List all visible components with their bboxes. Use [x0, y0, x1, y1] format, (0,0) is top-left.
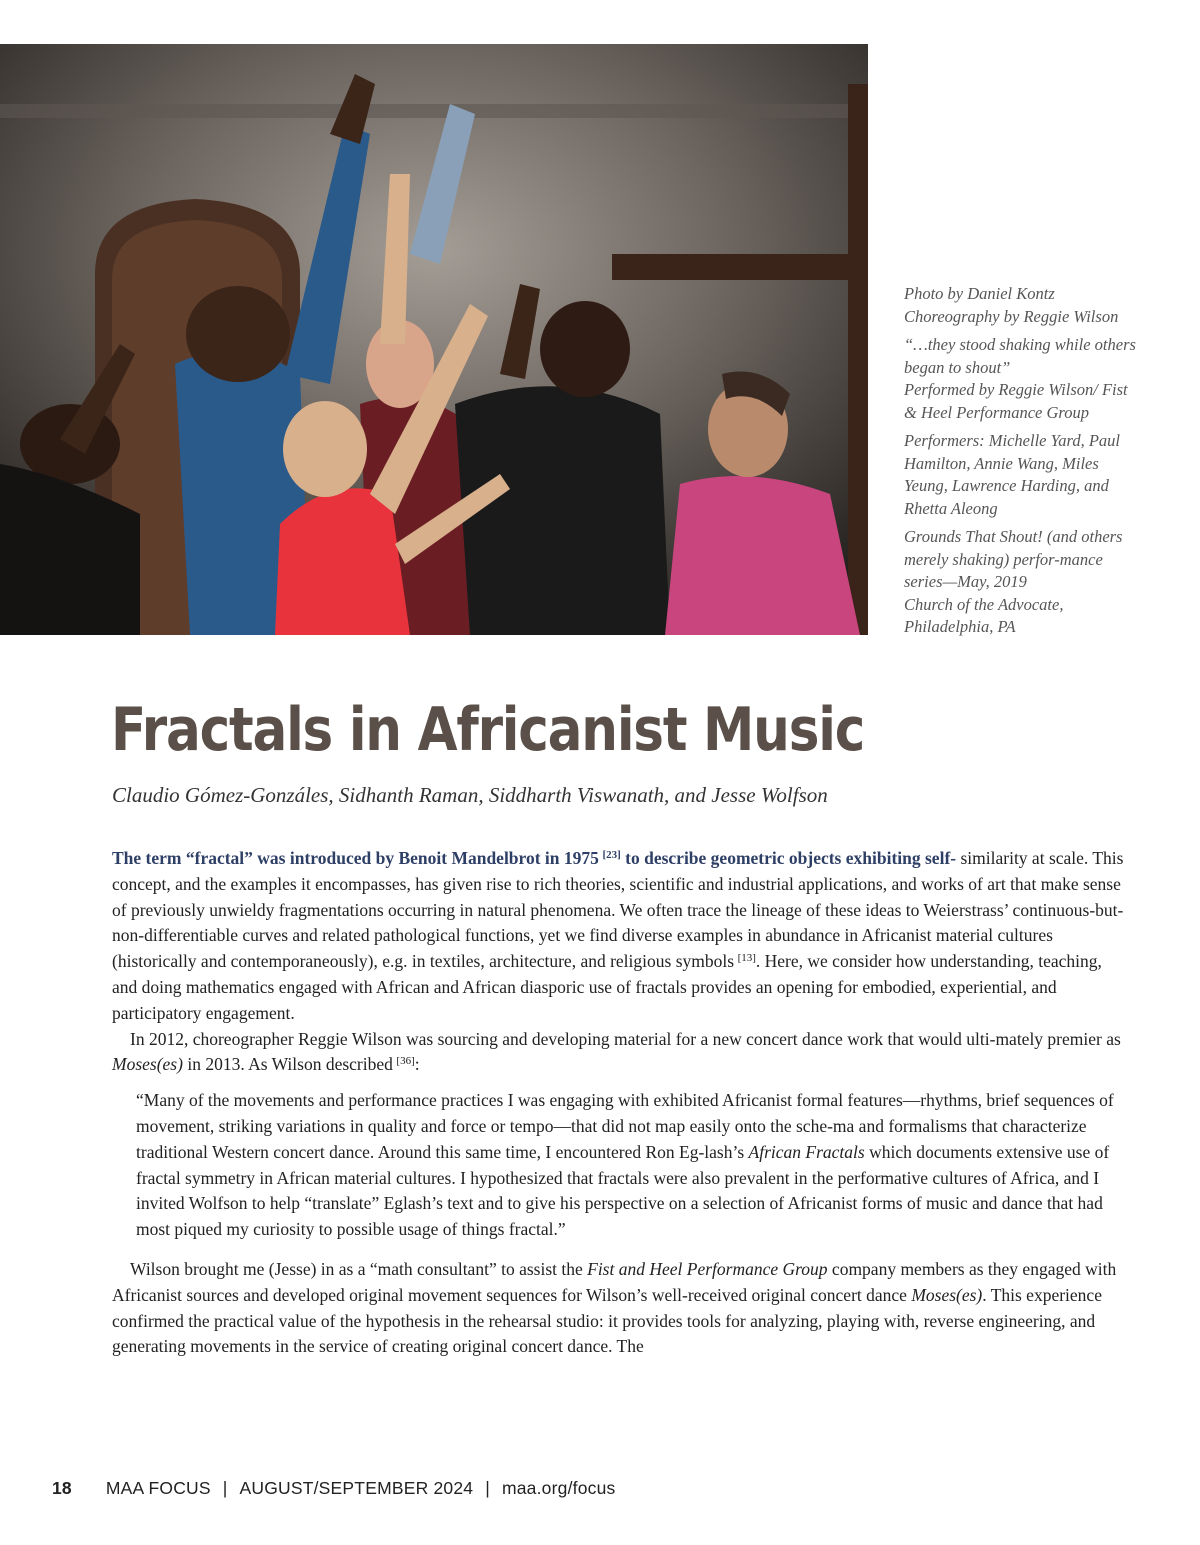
citation-23: [23]	[602, 849, 621, 861]
page-footer	[52, 1478, 615, 1499]
intro-text-a: similarity at scale. This concept, and the examples it encompasses, has given rise to rich theories, scientific and industrial applications, and works of art that make sense of previously unwieldy fragmentations occurring in natural phenomena. We often trace the lineage of these ideas to Weierstrass’ continuous-but-non-differentiable curves and related pathological functions, yet we find diverse examples in abundance in Africanist material cultures (historically and contemporaneously), e.g. in textiles, architecture, and religious symbols	[112, 848, 1124, 972]
wilson-text-a: In 2012, choreographer Reggie Wilson was sourcing and developing material for a new concert dance work that would ulti-mately premier as	[130, 1028, 1121, 1049]
publication-name: MAA FOCUS	[105, 1478, 211, 1498]
citation-13: [13]	[737, 952, 756, 965]
book-title-african-fractals: African Fractals	[748, 1141, 865, 1162]
caption-work-title: “…they stood shaking while others began to shout”	[904, 335, 1136, 377]
consultant-text-b: company members as they engaged with Africanist sources and developed original movement sequences for Wilson’s well-received original concert dance	[112, 1258, 1117, 1305]
paragraph-intro	[112, 846, 1130, 1027]
work-title-moses: Moses(es)	[112, 1054, 183, 1075]
quote-text-b: which documents extensive use of fractal symmetry in African material cultures. I hypothesized that fractals were also prevalent in the performative cultures of Africa, and I invited Wolfson to help “translate” Eglash’s text and to give his perspective on a selection of Africanist forms of music and dance that had most piqued my curiosity to possible usage of things fractal.”	[136, 1141, 1110, 1240]
citation-36: [36]	[396, 1055, 415, 1068]
caption-series	[904, 526, 1144, 639]
caption-performed-by: Performed by Reggie Wilson/ Fist & Heel Performance Group	[904, 380, 1128, 422]
footer-separator-2: |	[485, 1478, 490, 1498]
page-number: 18	[52, 1478, 72, 1498]
dancer-black-body	[455, 386, 670, 635]
caption-photo-credit: Photo by Daniel Kontz	[904, 284, 1055, 303]
intro-text-b: . Here, we consider how understanding, teaching, and doing mathematics engaged with African and African diasporic use of fractals provides an opening for embodied, experiential, and participatory engagement.	[112, 951, 1102, 1023]
dancer-blue-head	[186, 286, 290, 382]
work-title-moses-2: Moses(es)	[911, 1284, 983, 1305]
paragraph-consultant	[112, 1257, 1130, 1360]
lead-in-text-a: The term “fractal” was introduced by Benoit Mandelbrot in 1975	[112, 848, 599, 868]
consultant-text-c: . This experience confirmed the practical value of the hypothesis in the rehearsal studio: it provides tools for analyzing, playing with, reverse engineering, and generating movements in the service of creating original concert dance. The	[112, 1284, 1102, 1357]
photo-caption	[904, 283, 1144, 645]
group-name: Fist and Heel Performance Group	[587, 1258, 828, 1279]
dancer-black-head	[540, 301, 630, 397]
article-authors: Claudio Gómez-Gonzáles, Sidhanth Raman, Siddharth Viswanath, and Jesse Wolfson	[112, 783, 828, 807]
wilson-text-b: in 2013. As Wilson described	[182, 1054, 393, 1075]
block-quote	[136, 1088, 1130, 1243]
caption-venue: Church of the Advocate,	[904, 594, 1064, 614]
caption-performers: Performers: Michelle Yard, Paul Hamilton, Annie Wang, Miles Yeung, Lawrence Harding, and Rhetta Aleong	[904, 431, 1121, 518]
caption-work	[904, 334, 1144, 424]
paragraph-wilson	[112, 1027, 1130, 1079]
consultant-text-a: Wilson brought me (Jesse) in as a “math consultant” to assist the	[130, 1258, 588, 1279]
article-title: Fractals in Africanist Music	[111, 695, 865, 765]
publication-url[interactable]: maa.org/focus	[501, 1478, 616, 1498]
issue-date: AUGUST/SEPTEMBER 2024	[239, 1478, 474, 1498]
dancer-pink-body	[665, 476, 860, 635]
cross-beam	[612, 254, 868, 280]
caption-city: Philadelphia, PA	[904, 617, 1016, 636]
dancer-red-head	[283, 401, 367, 497]
wilson-text-c: :	[414, 1054, 420, 1075]
caption-credits	[904, 283, 1144, 328]
footer-separator: |	[222, 1478, 228, 1498]
quote-text-a: “Many of the movements and performance practices I was engaging with exhibited Africanist formal features—rhythms, brief sequences of movement, striking variations in quality and force or tempo—that did not map easily onto the sche-ma and formalisms that characterize traditional Western concert dance. Around this same time, I encountered Ron Eg-lash’s	[136, 1090, 1114, 1162]
cross-post	[848, 84, 868, 635]
lead-in	[112, 848, 956, 868]
caption-choreography-credit: Choreography by Reggie Wilson	[904, 306, 1119, 326]
wall-cornice	[0, 104, 868, 118]
lead-in-text-b: to describe geometric objects exhibiting self-	[620, 848, 957, 868]
dancers-photo-illustration	[0, 44, 868, 635]
article-photo	[0, 44, 868, 635]
article-body	[112, 846, 1130, 1360]
caption-series-text: Grounds That Shout! (and others merely shaking) perfor-mance series—May, 2019	[904, 527, 1123, 591]
